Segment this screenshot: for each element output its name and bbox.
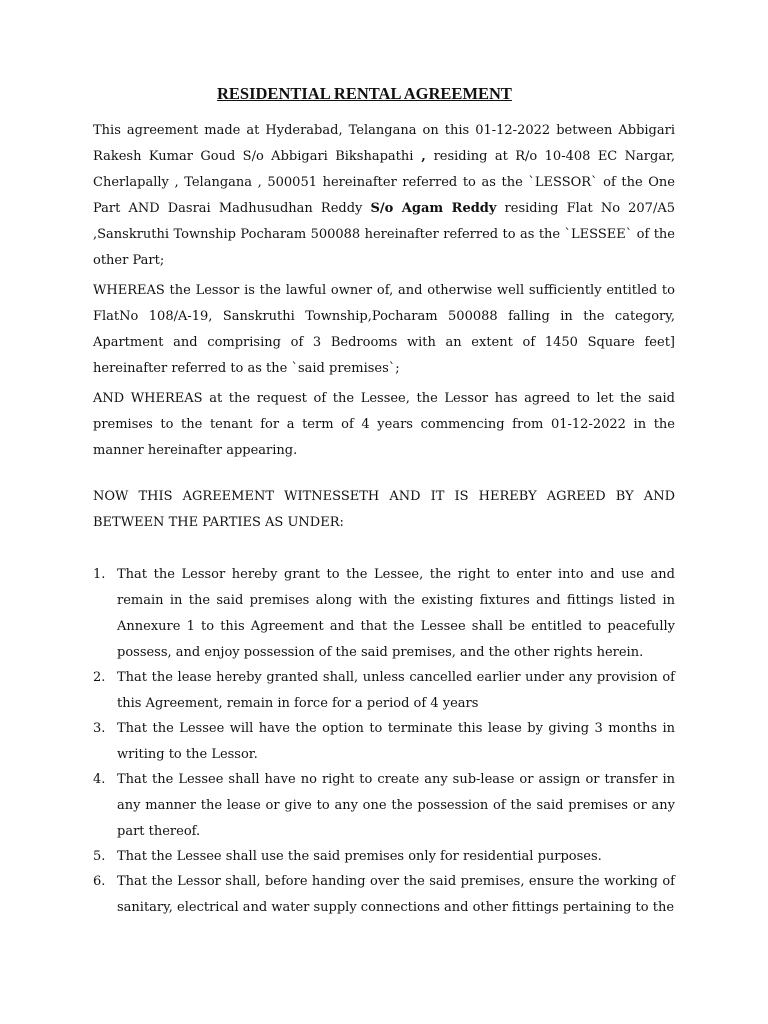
preamble-paragraph	[93, 118, 675, 274]
preamble-text-3: residing Flat No 207/A5 ,Sanskruthi Township Pocharam 500088 hereinafter referred to as the `LESSEE` of the other Part;	[93, 201, 675, 268]
witnesseth-heading: NOW THIS AGREEMENT WITNESSETH AND IT IS HEREBY AGREED BY AND BETWEEN THE PARTIES AS UNDER:	[93, 489, 675, 530]
clause-number: 2.	[93, 670, 106, 685]
clause-number: 1.	[93, 567, 106, 582]
document-title: RESIDENTIAL RENTAL AGREEMENT	[217, 84, 512, 103]
clause-item	[93, 869, 675, 921]
clause-number: 6.	[93, 874, 106, 889]
clause-item	[93, 665, 675, 717]
clause-text: That the Lessee shall use the said premises only for residential purposes.	[117, 849, 602, 864]
clauses-list	[93, 562, 675, 921]
whereas-ownership-paragraph: WHEREAS the Lessor is the lawful owner of, and otherwise well sufficiently entitled to FlatNo 108/A-19, Sanskruthi Township,Pocharam 500088 falling in the category, Apartment and comprising of 3 Bedrooms with an extent of 1450 Square feet] hereinafter referred to as the `said premises`;	[93, 283, 675, 376]
clause-text: That the Lessee shall have no right to create any sub-lease or assign or transfer in any manner the lease or give to any one the possession of the said premises or any part thereof.	[117, 772, 675, 839]
clause-text: That the Lessee will have the option to terminate this lease by giving 3 months in writing to the Lessor.	[117, 721, 675, 762]
document-page	[93, 84, 675, 921]
preamble-comma: ,	[413, 149, 434, 164]
clause-item	[93, 767, 675, 845]
preamble-text-2: residing at R/o 10-408 EC Nargar, Cherlapally , Telangana , 500051 hereinafter referred to as the `LESSOR` of the One Part AND Dasrai Madhusudhan Reddy	[93, 149, 675, 216]
clause-number: 5.	[93, 849, 106, 864]
clause-item	[93, 844, 675, 870]
clause-text: That the lease hereby granted shall, unless cancelled earlier under any provision of this Agreement, remain in force for a period of 4 years	[117, 670, 675, 711]
whereas-request-paragraph: AND WHEREAS at the request of the Lessee, the Lessor has agreed to let the said premises to the tenant for a term of 4 years commencing from 01-12-2022 in the manner hereinafter appearing.	[93, 391, 675, 458]
clause-number: 3.	[93, 721, 106, 736]
clause-item	[93, 716, 675, 768]
preamble-text-1: This agreement made at Hyderabad, Telangana on this 01-12-2022 between Abbigari Rakesh Kumar Goud S/o Abbigari Bikshapathi	[93, 123, 675, 164]
clause-text: That the Lessor shall, before handing over the said premises, ensure the working of sanitary, electrical and water supply connections and other fittings pertaining to the	[117, 874, 675, 915]
clause-text: That the Lessor hereby grant to the Lessee, the right to enter into and use and remain in the said premises along with the existing fixtures and fittings listed in Annexure 1 to this Agreement and that the Lessee shall be entitled to peacefully possess, and enjoy possession of the said premises, and the other rights herein.	[117, 567, 675, 660]
clause-item	[93, 562, 675, 666]
lessee-father-name: S/o Agam Reddy	[370, 201, 497, 216]
clause-number: 4.	[93, 772, 106, 787]
